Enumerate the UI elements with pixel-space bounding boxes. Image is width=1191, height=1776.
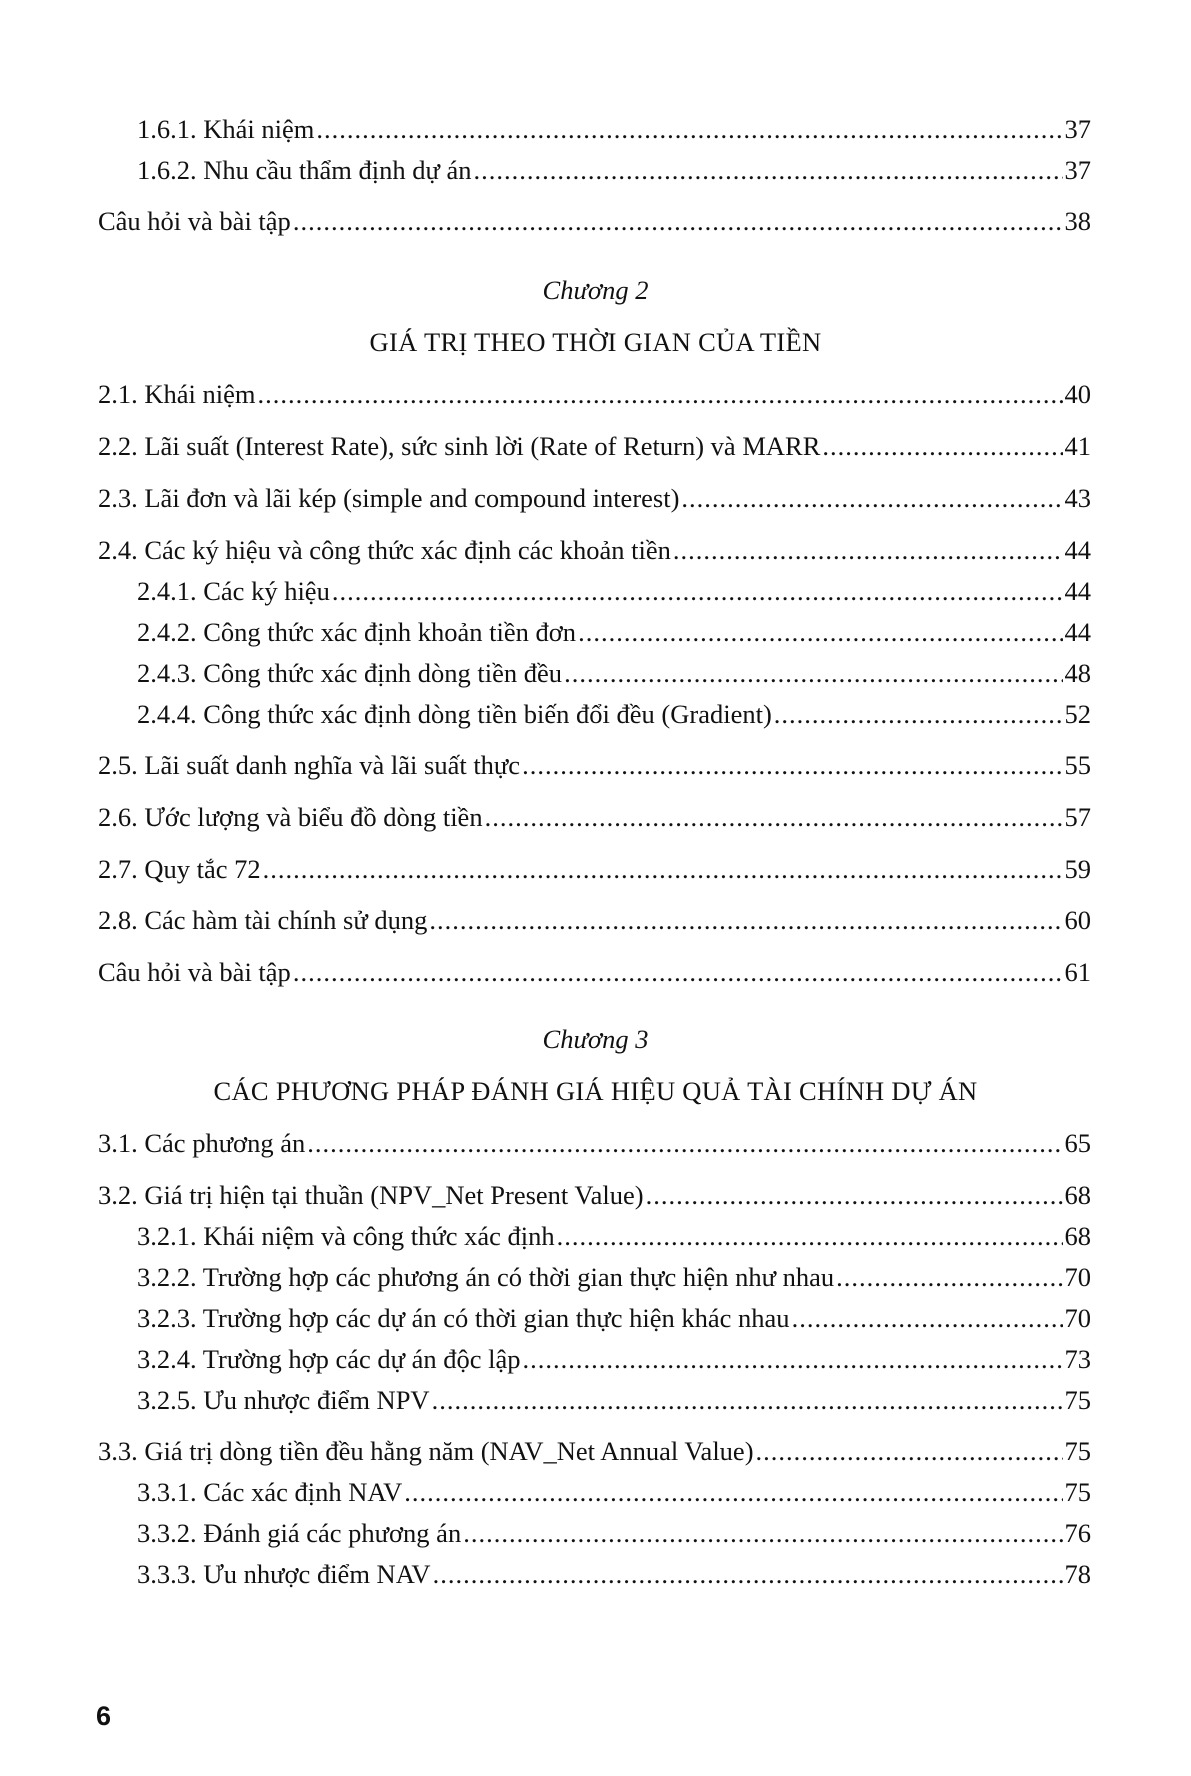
toc-entry	[98, 748, 1091, 782]
toc-leader-dots	[774, 697, 1063, 731]
chapter-3-title: CÁC PHƯƠNG PHÁP ĐÁNH GIÁ HIỆU QUẢ TÀI CHÍNH DỰ ÁN	[213, 1076, 978, 1106]
chapter-2-label: Chương 2	[542, 275, 649, 305]
toc-leader-dots	[681, 481, 1062, 515]
toc-entry	[137, 1301, 1091, 1335]
toc-entry-page: 70	[1064, 1303, 1091, 1333]
toc-entry-page: 48	[1064, 658, 1091, 688]
toc-entry	[98, 1434, 1091, 1468]
toc-entry	[98, 955, 1091, 989]
toc-entry-page: 61	[1064, 957, 1091, 987]
toc-entry-title: 1.6.1. Khái niệm	[137, 114, 315, 144]
toc-entry	[137, 1383, 1091, 1417]
toc-entry-title: 2.4.1. Các ký hiệu	[137, 576, 330, 606]
toc-leader-dots	[293, 204, 1063, 238]
toc-leader-dots	[404, 1475, 1062, 1509]
toc-leader-dots	[429, 903, 1062, 937]
toc-leader-dots	[432, 1383, 1063, 1417]
toc-leader-dots	[433, 1557, 1063, 1591]
toc-entry-title: 3.3.2. Đánh giá các phương án	[137, 1518, 462, 1548]
toc-leader-dots	[578, 615, 1062, 649]
toc-leader-dots	[474, 153, 1063, 187]
toc-entry-title: 2.4.3. Công thức xác định dòng tiền đều	[137, 658, 563, 688]
toc-entry-page: 44	[1064, 576, 1091, 606]
toc-entry-title: 1.6.2. Nhu cầu thẩm định dự án	[137, 155, 472, 185]
toc-entry-title: Câu hỏi và bài tập	[98, 957, 291, 987]
toc-leader-dots	[307, 1126, 1062, 1160]
toc-entry	[98, 481, 1091, 515]
toc-entry	[98, 852, 1091, 886]
toc-entry-page: 68	[1064, 1221, 1091, 1251]
toc-entry-title: 2.7. Quy tắc 72	[98, 854, 261, 884]
toc-entry-page: 43	[1064, 483, 1091, 513]
toc-entry-title: 3.2.2. Trường hợp các phương án có thời gian thực hiện như nhau	[137, 1262, 835, 1292]
toc-entry-page: 70	[1064, 1262, 1091, 1292]
toc-leader-dots	[822, 429, 1062, 463]
toc-entry-title: 2.4.2. Công thức xác định khoản tiền đơn	[137, 617, 577, 647]
chapter-3-label: Chương 3	[542, 1024, 649, 1054]
toc-entry-title: 3.3.3. Ưu nhược điểm NAV	[137, 1559, 431, 1589]
toc-entry	[137, 1342, 1091, 1376]
toc-entry-page: 73	[1064, 1344, 1091, 1374]
toc-leader-dots	[263, 852, 1063, 886]
toc-entry-page: 75	[1064, 1436, 1091, 1466]
toc-entry	[137, 1516, 1091, 1550]
toc-entry-title: 3.3.1. Các xác định NAV	[137, 1477, 403, 1507]
toc-entry	[137, 615, 1091, 649]
toc-leader-dots	[673, 533, 1063, 567]
toc-entry-page: 44	[1064, 617, 1091, 647]
toc-entry-title: 3.3. Giá trị dòng tiền đều hằng năm (NAV_Net Annual Value)	[98, 1436, 754, 1466]
toc-entry-page: 37	[1064, 155, 1091, 185]
toc-entry	[137, 153, 1091, 187]
toc-entry-title: 2.6. Ước lượng và biểu đồ dòng tiền	[98, 802, 483, 832]
toc-leader-dots	[564, 656, 1062, 690]
toc-entry-title: 3.2.5. Ưu nhược điểm NPV	[137, 1385, 430, 1415]
toc-entry-title: Câu hỏi và bài tập	[98, 206, 291, 236]
toc-leader-dots	[523, 1342, 1063, 1376]
toc-leader-dots	[485, 800, 1063, 834]
toc-entry	[137, 1260, 1091, 1294]
toc-entry-title: 3.2.1. Khái niệm và công thức xác định	[137, 1221, 555, 1251]
toc-entry	[98, 800, 1091, 834]
toc-entry	[98, 903, 1091, 937]
toc-entry-page: 37	[1064, 114, 1091, 144]
toc-entry-title: 3.2. Giá trị hiện tại thuần (NPV_Net Present Value)	[98, 1180, 644, 1210]
toc-entry-title: 2.4.4. Công thức xác định dòng tiền biến đổi đều (Gradient)	[137, 699, 772, 729]
toc-entry	[98, 1178, 1091, 1212]
toc-entry	[137, 1557, 1091, 1591]
toc-entry	[137, 1475, 1091, 1509]
toc-entry-page: 75	[1064, 1385, 1091, 1415]
toc-entry-title: 3.2.3. Trường hợp các dự án có thời gian thực hiện khác nhau	[137, 1303, 790, 1333]
toc-entry	[137, 1219, 1091, 1253]
toc-entry	[137, 656, 1091, 690]
toc-entry-page: 68	[1064, 1180, 1091, 1210]
toc-entry	[137, 112, 1091, 146]
toc-leader-dots	[557, 1219, 1063, 1253]
toc-entry-page: 41	[1064, 431, 1091, 461]
toc-entry-title: 2.5. Lãi suất danh nghĩa và lãi suất thực	[98, 750, 521, 780]
toc-entry	[137, 697, 1091, 731]
toc-leader-dots	[258, 377, 1063, 411]
toc-leader-dots	[646, 1178, 1063, 1212]
toc-entry	[98, 1126, 1091, 1160]
toc-entry-page: 76	[1064, 1518, 1091, 1548]
toc-leader-dots	[792, 1301, 1063, 1335]
toc-entry-page: 57	[1064, 802, 1091, 832]
page-number: 6	[96, 1701, 112, 1731]
toc-leader-dots	[463, 1516, 1062, 1550]
toc-leader-dots	[836, 1260, 1062, 1294]
toc-entry-title: 2.4. Các ký hiệu và công thức xác định các khoản tiền	[98, 535, 671, 565]
toc-entry-title: 2.8. Các hàm tài chính sử dụng	[98, 905, 428, 935]
toc-leader-dots	[293, 955, 1063, 989]
toc-entry-page: 55	[1064, 750, 1091, 780]
toc-leader-dots	[332, 574, 1063, 608]
toc-entry-page: 75	[1064, 1477, 1091, 1507]
toc-entry-title: 3.2.4. Trường hợp các dự án độc lập	[137, 1344, 521, 1374]
toc-entry	[98, 429, 1091, 463]
toc-leader-dots	[522, 748, 1062, 782]
toc-entry-page: 59	[1064, 854, 1091, 884]
toc-entry-title: 2.3. Lãi đơn và lãi kép (simple and compound interest)	[98, 483, 680, 513]
toc-entry-page: 60	[1064, 905, 1091, 935]
toc-leader-dots	[316, 112, 1062, 146]
toc-entry	[137, 574, 1091, 608]
toc-entry-title: 2.2. Lãi suất (Interest Rate), sức sinh lời (Rate of Return) và MARR	[98, 431, 821, 461]
toc-entry-page: 44	[1064, 535, 1091, 565]
toc-entry-title: 2.1. Khái niệm	[98, 379, 256, 409]
toc-entry	[98, 533, 1091, 567]
toc-entry-title: 3.1. Các phương án	[98, 1128, 306, 1158]
toc-entry-page: 40	[1064, 379, 1091, 409]
toc-entry-page: 38	[1064, 206, 1091, 236]
toc-entry-page: 65	[1064, 1128, 1091, 1158]
toc-leader-dots	[756, 1434, 1063, 1468]
toc-entry	[98, 204, 1091, 238]
toc-entry-page: 52	[1064, 699, 1091, 729]
toc-entry	[98, 377, 1091, 411]
chapter-2-title: GIÁ TRỊ THEO THỜI GIAN CỦA TIỀN	[369, 327, 822, 357]
toc-entry-page: 78	[1064, 1559, 1091, 1589]
